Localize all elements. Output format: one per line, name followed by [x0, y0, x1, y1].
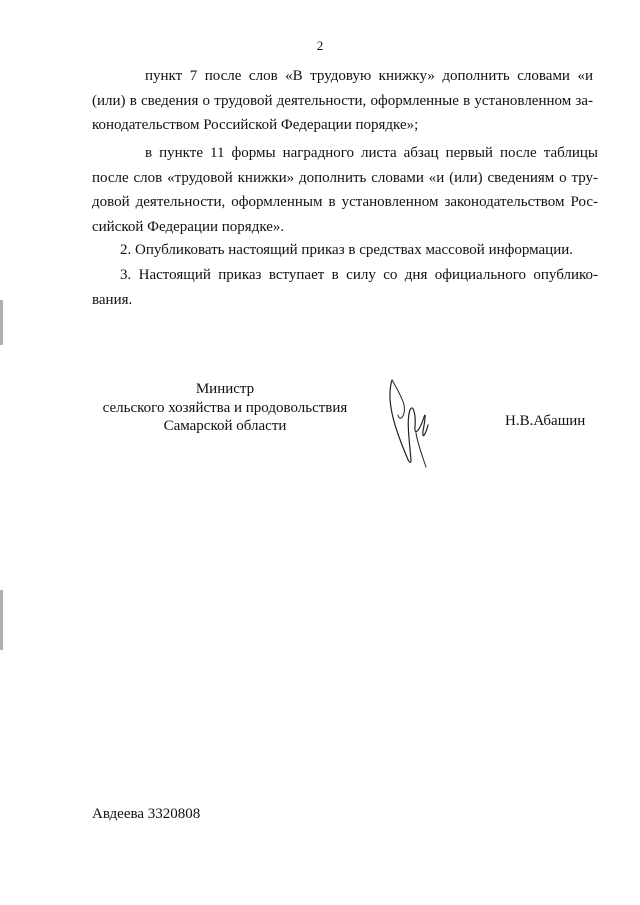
text-line: в пункте 11 формы наградного листа абзац первый после таблицы — [145, 145, 598, 161]
paragraph-2 — [145, 141, 598, 166]
text-line: 3. Настоящий приказ вступает в силу со дня официального опублико- — [120, 267, 598, 283]
text-line: 2. Опубликовать настоящий приказ в средствах массовой информации. — [120, 242, 574, 258]
paragraph-3 — [120, 238, 573, 263]
signature-block — [80, 380, 370, 436]
scan-edge-mark — [0, 590, 3, 650]
signer-department: сельского хозяйства и продовольствия — [102, 399, 348, 416]
scan-edge-mark — [0, 300, 3, 345]
text-line: пункт 7 после слов «В трудовую книжку» дополнить словами «и — [145, 68, 593, 84]
text-line: после слов «трудовой книжки» дополнить словами «и (или) сведениям о тру- — [92, 169, 598, 186]
text-line: (или) в сведения о трудовой деятельности, оформленные в установленном за- — [92, 92, 593, 109]
text-line: конодательством Российской Федерации порядке»; — [92, 117, 419, 133]
paragraph-1 — [145, 64, 593, 89]
paragraph-4 — [120, 263, 598, 288]
handwritten-signature — [380, 375, 440, 470]
paragraph-4-cont — [92, 288, 132, 313]
text-line: довой деятельности, оформленным в установленном законодательством Рос- — [92, 194, 598, 210]
text-line: вания. — [92, 291, 133, 308]
signer-region: Самарской области — [163, 418, 287, 434]
paragraph-1-cont — [92, 89, 593, 138]
contact-info: Авдеева 3320808 — [92, 806, 201, 822]
signer-name: Н.В.Абашин — [505, 413, 586, 429]
signer-position: Министр — [195, 381, 255, 397]
text-line: сийской Федерации порядке». — [92, 218, 285, 235]
paragraph-2-cont — [92, 166, 598, 240]
page-number: 2 — [316, 38, 324, 53]
